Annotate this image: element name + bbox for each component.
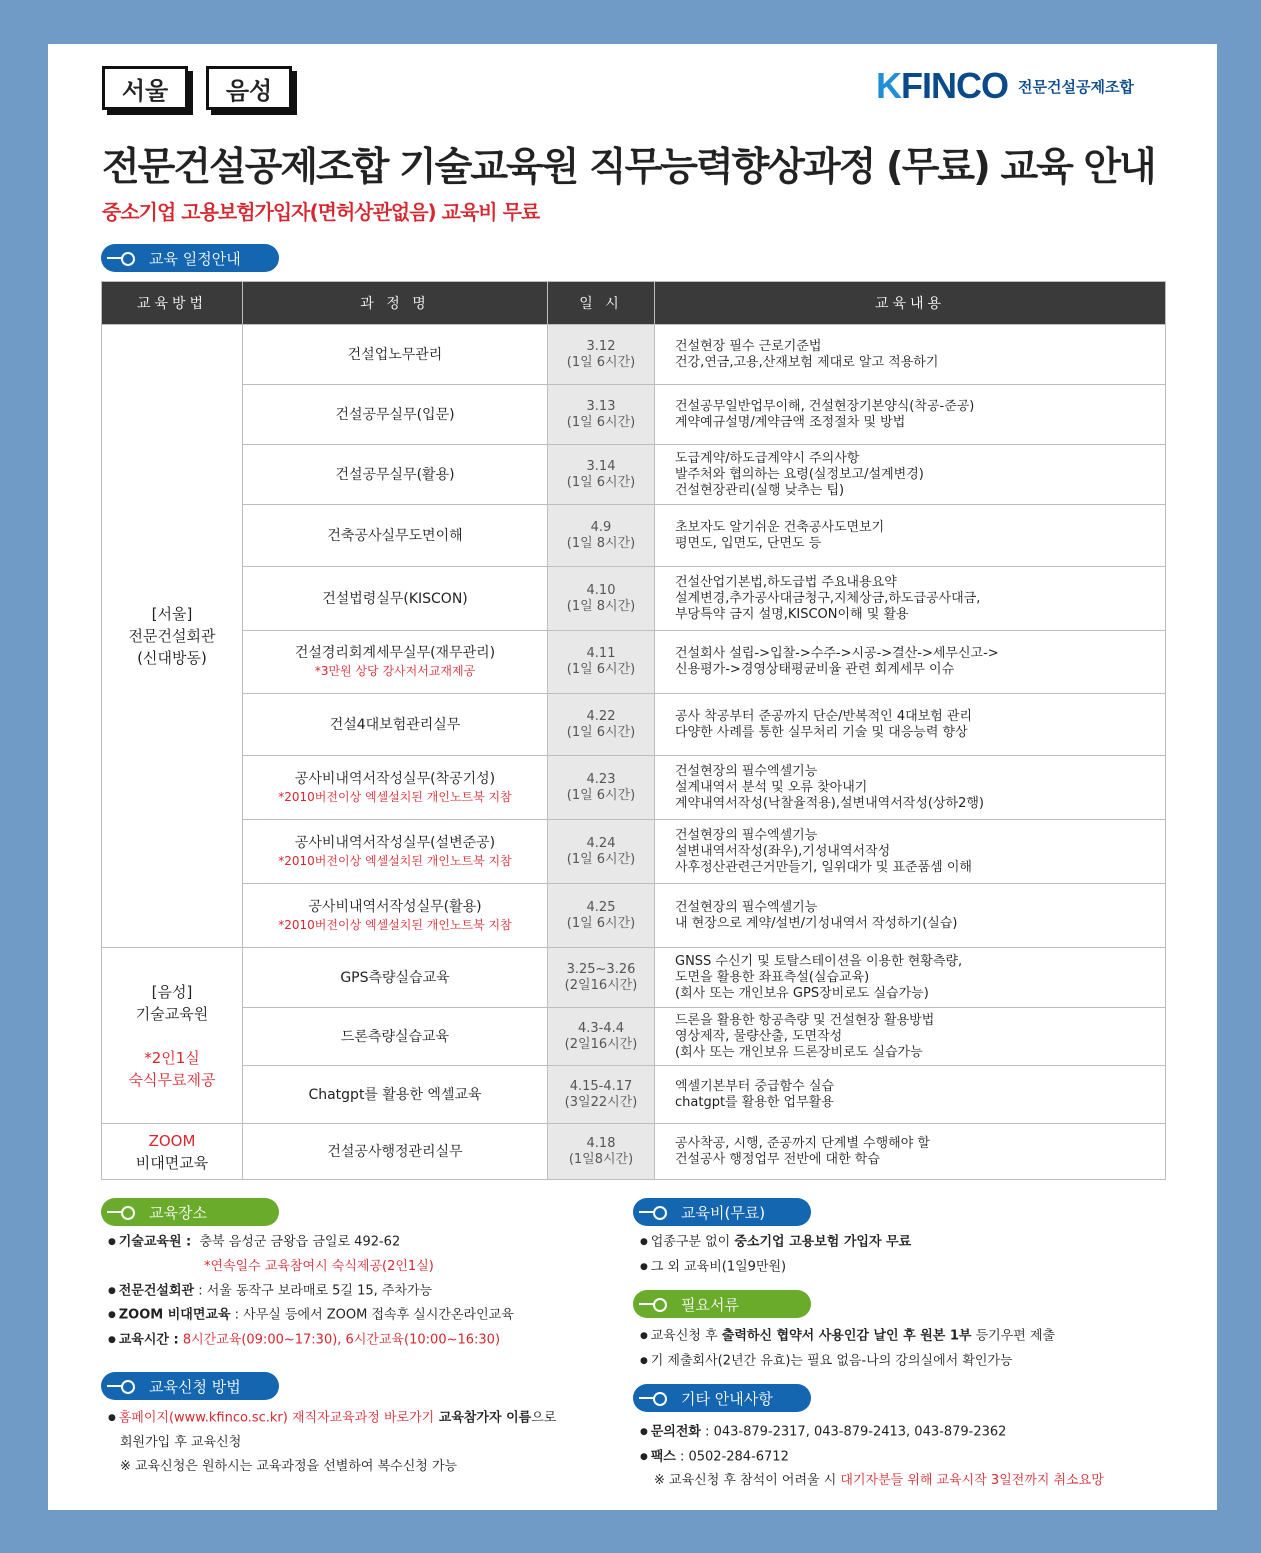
content-line: 계약예규설명/계약금액 조정절차 및 방법: [675, 414, 906, 430]
content-line: 신용평가->경영상태평균비율 관련 회계세무 이슈: [675, 662, 955, 677]
place-info: ● 기술교육원 : 충북 음성군 금왕읍 금일로 492-62 *연속일수 교육참여시 숙식제공(2인1실) ● 전문건설회관 : 서울 동작구 보라매로 5길 15, 주차가능 ● ZOOM 비대면교육 : 사무실 등에서 ZOOM 접속후 실시간온라인교육 ● 교육시간 : 8시간교육(09:00~17:30), 6시간교육(10:00~16:30): [108, 1230, 648, 1352]
table-header-row: [102, 282, 1166, 325]
course-name: 건설경리회계세무실무(재무관리): [294, 645, 496, 661]
method-line: [서울]: [151, 605, 193, 623]
cell-course: [243, 567, 548, 631]
header-date: 일 시: [548, 282, 655, 325]
date-line: (1일 6시간): [566, 915, 636, 931]
section-etc-pill: 기타 안내사항: [633, 1384, 811, 1412]
cell-course: [243, 820, 548, 884]
date-line: 3.14: [586, 458, 616, 474]
cell-course: [243, 445, 548, 505]
ring-icon: [121, 252, 135, 266]
section-fee-pill: 교육비(무료): [633, 1198, 811, 1226]
section-apply-pill: 교육신청 방법: [101, 1372, 279, 1400]
cell-content: [655, 567, 1166, 631]
table-row: [102, 694, 1166, 756]
method-line: ZOOM: [148, 1131, 196, 1150]
table-row: [102, 325, 1166, 385]
content-line: 설계변경,추가공사대금청구,지체상금,하도급공사대금,: [675, 590, 981, 606]
cell-method: [102, 1124, 243, 1180]
cell-course: [243, 948, 548, 1008]
content-line: 사후정산관련근거만들기, 일위대가 및 표준품셈 이해: [675, 859, 972, 875]
content-line: 설계내역서 분석 및 오류 찾아내기: [675, 779, 868, 795]
method-line: 비대면교육: [135, 1153, 209, 1172]
section-schedule-pill: 교육 일정안내: [101, 244, 279, 272]
cell-date: [548, 445, 655, 505]
content-line: 건설공무일반업무이해, 건설현장기본양식(착공-준공): [675, 398, 975, 414]
course-note: *2010버전이상 엑셀설치된 개인노트북 지참: [278, 853, 512, 868]
ring-icon: [121, 1206, 135, 1220]
method-line: [음성]: [151, 982, 193, 1001]
content-line: 도면을 활용한 좌표측설(실습교육): [675, 969, 870, 985]
schedule-table: [101, 281, 1166, 1180]
content-line: 계약내역서작성(낙찰율적용),설변내역서작성(상하2행): [675, 795, 984, 811]
date-line: 4.3-4.4: [577, 1020, 625, 1036]
content-line: 건설공사 행정업무 전반에 대한 학습: [675, 1151, 880, 1167]
kfinco-logo: K FINCO 전문건설공제조합: [876, 65, 1134, 106]
content-line: 도급계약/하도급계약시 주의사항: [675, 450, 860, 466]
content-line: 공사 착공부터 준공까지 단순/반복적인 4대보험 관리: [675, 708, 973, 724]
cell-content: [655, 1008, 1166, 1066]
cell-course: [243, 631, 548, 694]
course-name: 건설법령실무(KISCON): [322, 590, 468, 607]
date-line: 3.25~3.26: [566, 961, 636, 977]
date-line: 4.15-4.17: [569, 1078, 633, 1094]
cell-course: [243, 1066, 548, 1124]
table-row: [102, 1124, 1166, 1180]
table-row: [102, 1008, 1166, 1066]
section-docs-pill: 필요서류: [633, 1290, 811, 1318]
date-line: 4.22: [586, 708, 616, 724]
date-line: 4.10: [586, 582, 616, 598]
course-name: 건설공무실무(입문): [335, 406, 455, 423]
date-line: 3.12: [586, 338, 616, 354]
date-line: (1일 8시간): [566, 598, 636, 614]
date-line: (2일16시간): [564, 977, 638, 993]
method-note: 숙식무료제공: [128, 1070, 216, 1089]
date-line: 4.24: [586, 835, 616, 851]
table-row: [102, 567, 1166, 631]
cell-date: [548, 1124, 655, 1180]
table-row: [102, 631, 1166, 694]
course-name: 건설업노무관리: [347, 346, 443, 363]
date-line: (3일22시간): [564, 1094, 638, 1110]
content-line: 초보자도 알기쉬운 건축공사도면보기: [675, 519, 885, 535]
date-line: 4.23: [586, 771, 616, 787]
cell-date: [548, 948, 655, 1008]
date-line: (1일8시간): [568, 1151, 634, 1167]
date-line: (1일 6시간): [566, 354, 636, 370]
table-row: [102, 1066, 1166, 1124]
cell-date: [548, 385, 655, 445]
content-line: 발주처와 협의하는 요령(실정보고/설계변경): [675, 466, 924, 482]
content-line: 건강,연금,고용,산재보험 제대로 알고 적용하기: [675, 354, 939, 370]
cell-course: [243, 385, 548, 445]
course-name: 건설4대보험관리실무: [329, 716, 461, 733]
cell-date: [548, 694, 655, 756]
date-line: (1일 6시간): [566, 474, 636, 490]
date-line: 4.9: [590, 519, 612, 535]
cell-course: [243, 1008, 548, 1066]
header-content: 교육내용: [655, 282, 1166, 325]
homepage-link[interactable]: 홈페이지(www.kfinco.sc.kr) 재직자교육과정 바로가기: [118, 1410, 435, 1426]
date-line: (2일16시간): [564, 1036, 638, 1052]
date-line: (1일 6시간): [566, 414, 636, 430]
page-title: 전문건설공제조합 기술교육원 직무능력향상과정 (무료) 교육 안내: [102, 145, 1155, 190]
course-note: *3만원 상당 강사저서교재제공: [314, 664, 476, 678]
cell-date: [548, 1008, 655, 1066]
course-name: 공사비내역서작성실무(설변준공): [294, 834, 496, 851]
cell-content: [655, 631, 1166, 694]
etc-info: ● 문의전화 : 043-879-2317, 043-879-2413, 043-879-2362 ● 팩스 : 0502-284-6712 ※ 교육신청 후 참석이 어려울 시 대기자분들 위해 교육시작 3일전까지 취소요망: [640, 1420, 1200, 1493]
cell-content: [655, 694, 1166, 756]
ring-icon: [653, 1298, 667, 1312]
cell-date: [548, 820, 655, 884]
cell-content: [655, 505, 1166, 567]
date-line: (1일 6시간): [566, 851, 636, 867]
cell-date: [548, 884, 655, 948]
cell-date: [548, 756, 655, 820]
course-note: *2010버전이상 엑셀설치된 개인노트북 지참: [278, 917, 512, 932]
content-line: 건설현장관리(실행 낮추는 팁): [675, 482, 845, 498]
table-row: [102, 884, 1166, 948]
cell-content: [655, 385, 1166, 445]
course-name: 건설공사행정관리실무: [327, 1143, 463, 1160]
date-line: (1일 8시간): [566, 535, 636, 551]
content-line: 설변내역서작성(좌우),기성내역서작성: [675, 843, 891, 859]
date-line: (1일 6시간): [566, 662, 636, 677]
content-line: 건설현장의 필수엑셀기능: [675, 899, 818, 915]
cell-course: [243, 505, 548, 567]
cell-content: [655, 820, 1166, 884]
course-name: 건설공무실무(활용): [335, 466, 455, 483]
cell-content: [655, 445, 1166, 505]
method-line: 전문건설회관: [128, 627, 216, 645]
table-row: [102, 505, 1166, 567]
cell-course: [243, 756, 548, 820]
cell-date: [548, 631, 655, 694]
tag-seoul: 서울: [102, 66, 188, 110]
table-row: [102, 445, 1166, 505]
header-course: 과 정 명: [243, 282, 548, 325]
date-line: (1일 6시간): [566, 724, 636, 740]
content-line: 건설산업기본법,하도급법 주요내용요약: [675, 574, 897, 590]
content-line: 엑셀기본부터 중급함수 실습: [675, 1078, 834, 1094]
method-line: (신대방동): [137, 649, 207, 667]
content-line: 건설현장의 필수엑셀기능: [675, 827, 818, 843]
cell-course: [243, 1124, 548, 1180]
apply-info: ● 홈페이지(www.kfinco.sc.kr) 재직자교육과정 바로가기 교육참가자 이름으로 회원가입 후 교육신청 ※ 교육신청은 원하시는 교육과정을 선별하여 복수신청 가능: [108, 1406, 648, 1479]
content-line: 다양한 사례를 통한 실무처리 기술 및 대응능력 향상: [675, 724, 968, 740]
page: [48, 44, 1217, 1510]
content-line: 드론을 활용한 항공측량 및 건설현장 활용방법: [675, 1012, 935, 1028]
cell-date: [548, 567, 655, 631]
section-place-pill: 교육장소: [101, 1198, 279, 1226]
tag-eumseong: 음성: [206, 66, 292, 110]
content-line: 영상제작, 물량산출, 도면작성: [675, 1028, 843, 1044]
ring-icon: [121, 1380, 135, 1394]
content-line: 건설현장의 필수엑셀기능: [675, 763, 818, 779]
fee-info: ● 업종구분 없이 중소기업 고용보험 가입자 무료 ● 그 외 교육비(1일9만원): [640, 1230, 1200, 1279]
course-name: 공사비내역서작성실무(착공기성): [294, 770, 496, 787]
date-line: 4.11: [586, 646, 616, 661]
cell-date: [548, 325, 655, 385]
course-name: 공사비내역서작성실무(활용): [308, 898, 482, 915]
content-line: (회사 또는 개인보유 GPS장비로도 실습가능): [675, 985, 929, 1001]
course-name: 건축공사실무도면이해: [327, 527, 463, 544]
ring-icon: [653, 1392, 667, 1406]
method-line: 기술교육원: [135, 1004, 209, 1023]
page-subtitle: 중소기업 고용보험가입자(면허상관없음) 교육비 무료: [102, 200, 540, 224]
cell-course: [243, 884, 548, 948]
course-name: 드론측량실습교육: [340, 1028, 450, 1045]
docs-info: ● 교육신청 후 출력하신 협약서 사용인감 날인 후 원본 1부 등기우편 제출 ● 기 제출회사(2년간 유효)는 필요 없음-나의 강의실에서 확인가능: [640, 1324, 1200, 1373]
cell-date: [548, 1066, 655, 1124]
cell-content: [655, 756, 1166, 820]
content-line: chatgpt를 활용한 업무활용: [675, 1094, 834, 1110]
cell-course: [243, 694, 548, 756]
content-line: 건설현장 필수 근로기준법: [675, 338, 822, 354]
date-line: 4.25: [586, 899, 616, 915]
table-row: [102, 820, 1166, 884]
content-line: GNSS 수신기 및 토탈스테이션을 이용한 현황측량,: [675, 953, 963, 969]
cell-content: [655, 948, 1166, 1008]
cell-content: [655, 325, 1166, 385]
date-line: 3.13: [586, 398, 616, 414]
ring-icon: [653, 1206, 667, 1220]
table-row: [102, 756, 1166, 820]
cell-content: [655, 1066, 1166, 1124]
cell-method: [102, 325, 243, 948]
content-line: 내 현장으로 계약/설변/기성내역서 작성하기(실습): [675, 915, 958, 931]
content-line: 공사착공, 시행, 준공까지 단계별 수행해야 할: [675, 1135, 930, 1151]
cell-method: [102, 948, 243, 1124]
cell-content: [655, 884, 1166, 948]
cell-date: [548, 505, 655, 567]
content-line: 부당특약 금지 설명,KISCON이해 및 활용: [675, 606, 909, 622]
table-row: [102, 948, 1166, 1008]
table-row: [102, 385, 1166, 445]
date-line: (1일 6시간): [566, 787, 636, 803]
content-line: 건설회사 설립->입찰->수주->시공->결산->세무신고->: [675, 646, 999, 661]
header-method: 교육방법: [102, 282, 243, 325]
course-name: Chatgpt를 활용한 엑셀교육: [308, 1086, 482, 1103]
date-line: 4.18: [586, 1135, 616, 1151]
course-note: *2010버전이상 엑셀설치된 개인노트북 지참: [278, 789, 512, 804]
course-name: GPS측량실습교육: [340, 969, 450, 986]
content-line: 평면도, 입면도, 단면도 등: [675, 535, 822, 551]
cell-content: [655, 1124, 1166, 1180]
cell-course: [243, 325, 548, 385]
content-line: (회사 또는 개인보유 드론장비로도 실습가능: [675, 1044, 923, 1060]
method-note: *2인1실: [144, 1048, 200, 1067]
